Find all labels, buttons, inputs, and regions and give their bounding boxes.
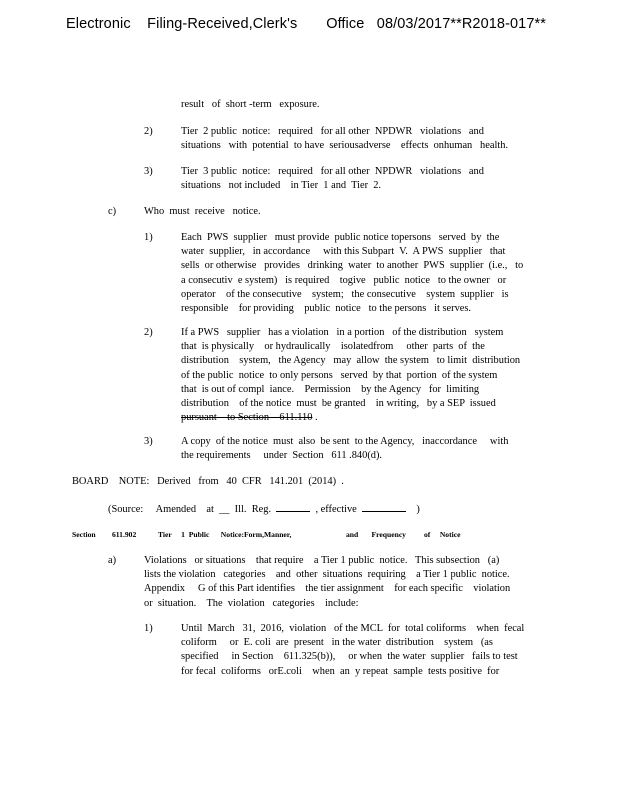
c-item-2-text: [181, 326, 520, 425]
source-note: [108, 502, 420, 517]
register-blank: [276, 502, 310, 512]
board-note: BOARD NOTE: Derived from 40 CFR 141.201 (2014) .: [72, 476, 344, 487]
section-title-part-1: Tier 1 Public Notice:Form,Manner,: [158, 530, 292, 539]
c-item-2-line: distribution of the notice must be granted in writing, by a SEP issued: [181, 398, 496, 410]
subsection-c-letter: c): [108, 206, 117, 217]
subsection-a-line: or situation. The violation categories include:: [144, 597, 359, 609]
a-item-1-line: coliform or E. coli are present in the water distribution system (as: [181, 637, 493, 649]
section-label: Section: [72, 530, 96, 539]
c-item-3-text: [181, 435, 508, 463]
item-3-number: 3): [144, 166, 153, 177]
subsection-a-text: [144, 554, 510, 611]
subsection-c-heading: Who must receive notice.: [144, 206, 261, 217]
c-item-1-text: [181, 231, 523, 316]
subsection-a-line: Appendix G of this Part identifies the tier assignment for each specific violation: [144, 583, 511, 595]
item-3-line: situations not included in Tier 1 and Tier 2.: [181, 180, 382, 192]
c-item-1-line: a consecutiv e system) is required togive public notice to the owner or: [181, 274, 507, 286]
c-item-1-line: sells or otherwise provides drinking water to another PWS supplier (i.e., to: [181, 260, 524, 272]
c-item-3-line: the requirements under Section 611 .840(d).: [181, 450, 383, 462]
c-item-2-number: 2): [144, 327, 153, 338]
a-item-1-line: for fecal coliforms orE.coli when an y repeat sample tests positive for: [181, 665, 500, 677]
item-3-text: [181, 165, 484, 193]
a-item-1-line: Until March 31, 2016, violation of the MCL for total coliforms when fecal: [181, 623, 525, 634]
source-effective: , effective: [315, 504, 357, 515]
result-line: result of short -term exposure.: [181, 99, 320, 110]
filing-header: Electronic Filing-Received,Clerk's Office 08/03/2017**R2018-017**: [66, 16, 546, 32]
c-item-1-line: Each PWS supplier must provide public notice topersons served by the: [181, 232, 500, 243]
source-label: (Source: Amended at __ Ill. Reg.: [108, 504, 272, 515]
item-2-text: [181, 125, 508, 153]
c-item-2-line: of the public notice to only persons served by that portion of the system: [181, 369, 498, 381]
section-title-part-2: and Frequency: [346, 530, 406, 539]
struck-citation: pursuant to Section 611.110: [181, 412, 313, 424]
c-item-3-number: 3): [144, 436, 153, 447]
a-item-1-number: 1): [144, 623, 153, 634]
subsection-a-line: lists the violation categories and other situations requiring a Tier 1 public notice.: [144, 569, 510, 581]
c-item-2-line: If a PWS supplier has a violation in a portion of the distribution system: [181, 327, 504, 338]
section-number: 611.902: [112, 530, 137, 539]
c-item-2-line: that is out of compl iance. Permission by the Agency for limiting: [181, 383, 480, 395]
section-title-part-3: of Notice: [424, 530, 461, 539]
item-2-number: 2): [144, 126, 153, 137]
subsection-a-line: Violations or situations that require a Tier 1 public notice. This subsection (a): [144, 555, 500, 566]
a-item-1-line: specified in Section 611.325(b)), or when the water supplier fails to test: [181, 651, 518, 663]
c-item-1-line: operator of the consecutive system; the consecutive system supplier is: [181, 288, 509, 300]
item-2-line: situations with potential to have seriousadverse effects onhuman health.: [181, 140, 509, 152]
item-3-line: Tier 3 public notice: required for all other NPDWR violations and: [181, 166, 484, 177]
c-item-2-line: that is physically or hydraulically isolatedfrom other parts of the: [181, 341, 485, 353]
source-close: ): [416, 504, 420, 515]
c-item-2-line: distribution system, the Agency may allow the system to limit distribution: [181, 355, 521, 367]
effective-date-blank: [362, 502, 406, 512]
c-item-1-line: responsible for providing public notice to the persons it serves.: [181, 303, 472, 315]
item-2-line: Tier 2 public notice: required for all other NPDWR violations and: [181, 126, 484, 137]
c-item-1-line: water supplier, in accordance with this Subpart V. A PWS supplier that: [181, 246, 506, 258]
a-item-1-text: [181, 622, 524, 679]
c-item-2-struck-text: pursuant to Section 611.110 .: [181, 412, 318, 424]
subsection-a-letter: a): [108, 555, 117, 566]
c-item-1-number: 1): [144, 232, 153, 243]
c-item-3-line: A copy of the notice must also be sent to the Agency, inaccordance with: [181, 436, 509, 447]
